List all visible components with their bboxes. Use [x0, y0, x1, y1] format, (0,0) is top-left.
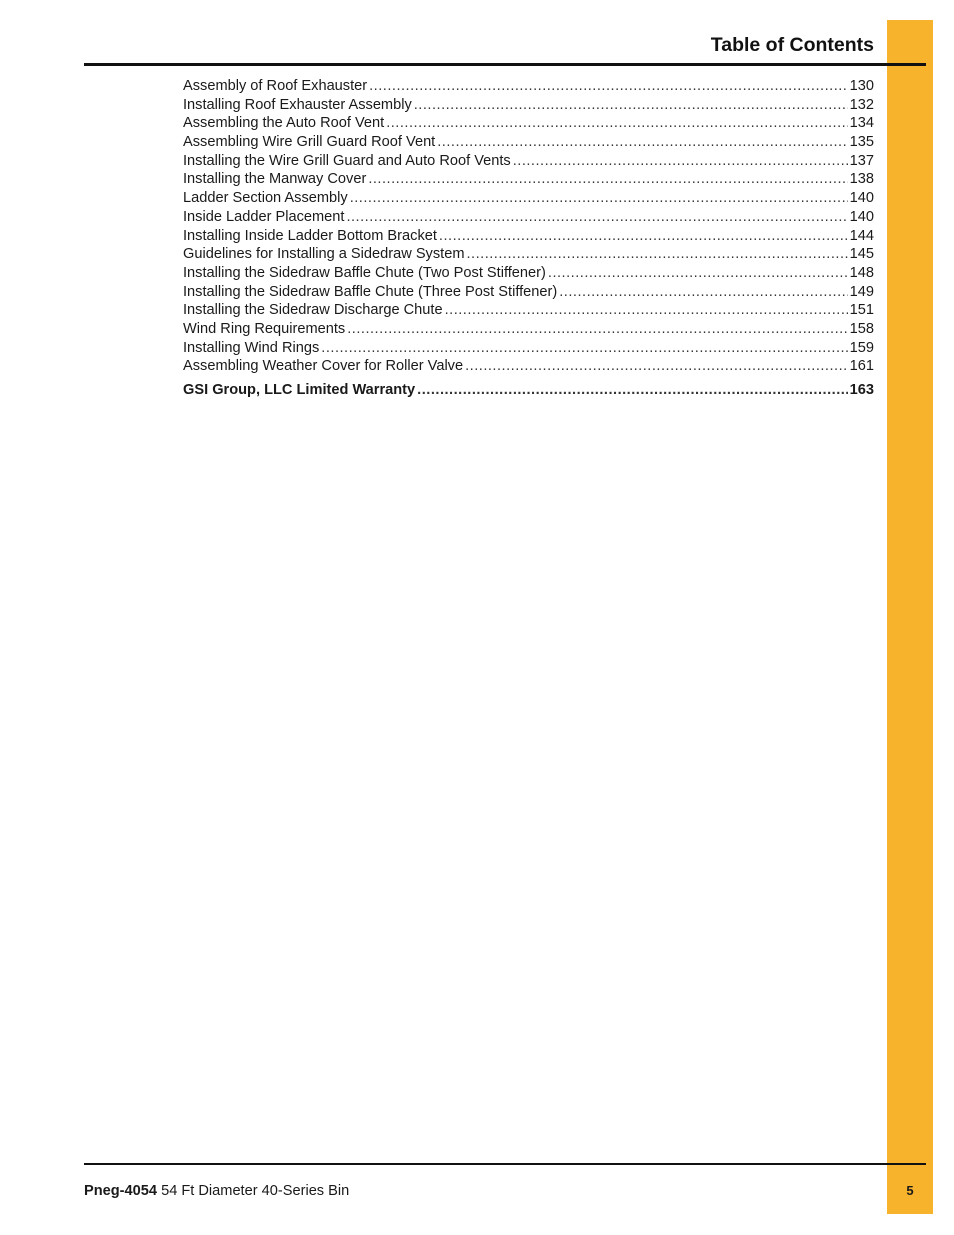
- toc-entry[interactable]: [183, 152, 874, 171]
- dot-leader: [559, 283, 847, 302]
- dot-leader: [417, 381, 847, 400]
- toc-entry-title: Installing the Sidedraw Baffle Chute (Three Post Stiffener): [183, 283, 558, 300]
- footer-rule: [84, 1163, 926, 1165]
- toc-entry-page: 144: [849, 227, 874, 244]
- toc-entry-title: Assembly of Roof Exhauster: [183, 78, 368, 94]
- toc-entry-page: 145: [849, 246, 874, 263]
- toc-entry[interactable]: [183, 133, 874, 152]
- toc-entry-title: Installing the Sidedraw Discharge Chute: [183, 302, 443, 319]
- toc-entry-title: Assembling the Auto Roof Vent: [183, 115, 385, 132]
- toc-entry-title: Installing Wind Rings: [183, 339, 320, 356]
- toc-entry[interactable]: [183, 227, 874, 246]
- toc-entry-page: 151: [849, 302, 874, 319]
- dot-leader: [321, 339, 847, 358]
- toc-entry-page: 130: [849, 78, 874, 94]
- dot-leader: [439, 227, 848, 246]
- dot-leader: [386, 114, 847, 133]
- dot-leader: [350, 189, 848, 208]
- toc-entry[interactable]: [183, 339, 874, 358]
- toc-entry[interactable]: [183, 208, 874, 227]
- toc-entry-title: GSI Group, LLC Limited Warranty: [183, 382, 416, 398]
- dot-leader: [465, 357, 848, 376]
- doc-title: 54 Ft Diameter 40-Series Bin: [161, 1183, 350, 1199]
- toc-entry-title: Inside Ladder Placement: [183, 208, 345, 225]
- toc-entry-title: Ladder Section Assembly: [183, 190, 348, 207]
- toc-entry-title: Guidelines for Installing a Sidedraw System: [183, 246, 465, 263]
- toc-list: [183, 77, 874, 400]
- footer-doc-info: [84, 1183, 349, 1199]
- dot-leader: [513, 152, 848, 171]
- dot-leader: [548, 264, 848, 283]
- toc-entry-page: 161: [849, 358, 874, 375]
- dot-leader: [445, 301, 848, 320]
- dot-leader: [369, 77, 848, 96]
- toc-entry-page: 148: [849, 264, 874, 281]
- toc-entry-title: Assembling Wire Grill Guard Roof Vent: [183, 134, 436, 151]
- toc-entry-title: Installing the Manway Cover: [183, 171, 367, 188]
- toc-entry[interactable]: [183, 96, 874, 115]
- toc-entry-page: 149: [849, 283, 874, 300]
- toc-entry-title: Wind Ring Requirements: [183, 320, 346, 337]
- toc-entry[interactable]: [183, 301, 874, 320]
- toc-entry-page: 158: [849, 320, 874, 337]
- toc-entry-page: 163: [849, 382, 874, 398]
- dot-leader: [368, 170, 847, 189]
- toc-entry[interactable]: [183, 189, 874, 208]
- toc-entry-warranty[interactable]: [183, 381, 874, 400]
- toc-entry-title: Installing the Wire Grill Guard and Auto Roof Vents: [183, 152, 511, 169]
- toc-entry-page: 140: [849, 190, 874, 207]
- toc-entry-title: Installing Roof Exhauster Assembly: [183, 96, 412, 113]
- page-title: Table of Contents: [710, 34, 874, 56]
- toc-entry-page: 140: [849, 208, 874, 225]
- toc-entry[interactable]: [183, 320, 874, 339]
- toc-entry-page: 132: [849, 96, 874, 113]
- toc-entry-page: 159: [849, 339, 874, 356]
- toc-entry[interactable]: [183, 357, 874, 376]
- header-rule: [84, 63, 926, 66]
- toc-entry-title: Assembling Weather Cover for Roller Valve: [183, 358, 464, 375]
- dot-leader: [437, 133, 847, 152]
- toc-entry[interactable]: [183, 283, 874, 302]
- page-number: 5: [906, 1183, 914, 1198]
- dot-leader: [466, 245, 847, 264]
- toc-entry[interactable]: [183, 114, 874, 133]
- toc-entry-page: 138: [849, 171, 874, 188]
- toc-entry[interactable]: [183, 77, 874, 96]
- toc-entry[interactable]: [183, 170, 874, 189]
- dot-leader: [347, 320, 847, 339]
- toc-entry-title: Installing Inside Ladder Bottom Bracket: [183, 227, 437, 244]
- toc-entry-page: 135: [849, 134, 874, 151]
- accent-side-bar: [887, 20, 933, 1214]
- doc-code: Pneg-4054: [84, 1183, 158, 1199]
- toc-entry[interactable]: [183, 264, 874, 283]
- toc-entry-page: 137: [849, 152, 874, 169]
- toc-entry-page: 134: [849, 115, 874, 132]
- toc-entry[interactable]: [183, 245, 874, 264]
- dot-leader: [414, 96, 848, 115]
- dot-leader: [346, 208, 847, 227]
- toc-entry-title: Installing the Sidedraw Baffle Chute (Two Post Stiffener): [183, 264, 546, 281]
